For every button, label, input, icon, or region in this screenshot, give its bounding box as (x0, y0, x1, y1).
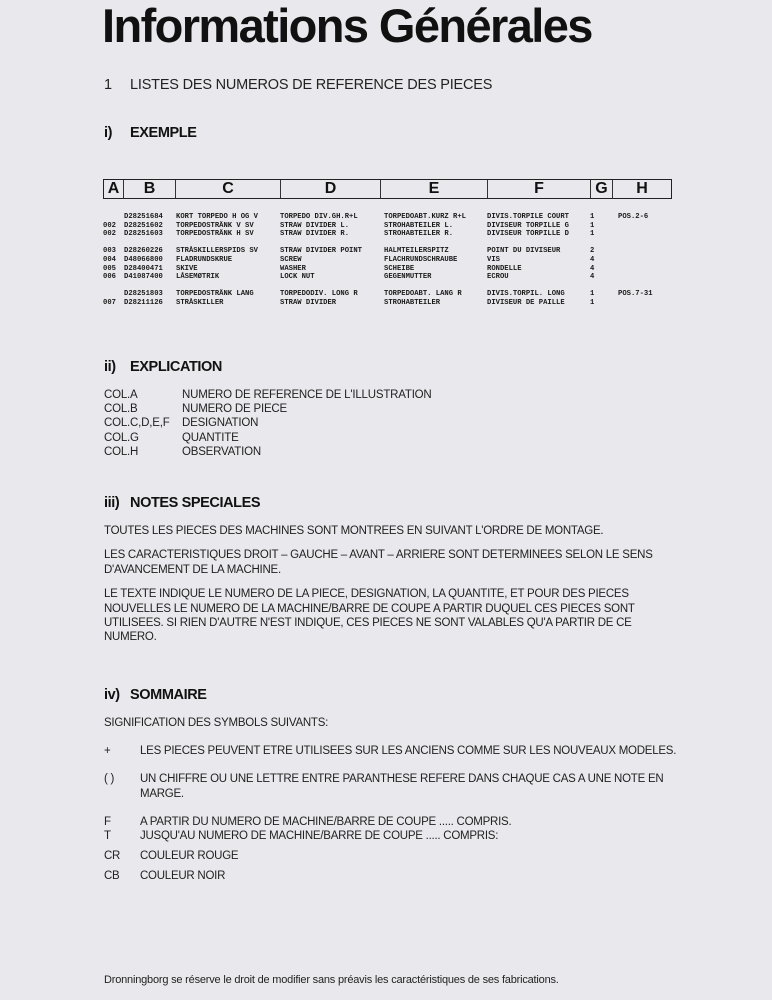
explication-value: QUANTITE (182, 431, 239, 444)
cell-observation: POS.2-6 (618, 213, 649, 221)
symbol-key: + (104, 745, 111, 758)
symbol-row (104, 869, 684, 883)
table-row (103, 247, 672, 256)
symbol-row (104, 772, 684, 800)
cell-part-number: D28260226 (124, 247, 163, 256)
column-header-g: G (591, 180, 613, 198)
explication-heading-label: EXPLICATION (130, 359, 223, 375)
explication-list (104, 388, 432, 459)
cell-designation-da: TORPEDOSTRÄNK LANG (176, 290, 254, 299)
symbol-row (104, 815, 684, 829)
sommaire-intro: SIGNIFICATION DES SYMBOLS SUIVANTS: (104, 717, 329, 729)
cell-quantity: 1 (590, 290, 595, 299)
notes-paragraph: LE TEXTE INDIQUE LE NUMERO DE LA PIECE, DESIGNATION, LA QUANTITE, ET POUR DES PIECES NOUVELLES LE NUMERO DE LA MACHINE/BARRE DE COUPE A PARTIR DUQUEL CES PIECES SONT UTILISEES. SI RIEN D'AUTRE N'EST INDIQUE, CES PIECES NE SONT VALABLES QU'A PARTIR DE CE NUMERO. (104, 588, 635, 644)
explication-key: COL.A (104, 389, 138, 401)
cell-observation (618, 265, 672, 274)
cell-designation-en: STRAW DIVIDER POINT (280, 247, 362, 256)
cell-observation (618, 230, 672, 239)
example-row-group (103, 213, 672, 239)
cell-designation-de: STROHABTEILER L. (384, 221, 454, 230)
explication-heading (104, 359, 222, 375)
cell-designation-en: LOCK NUT (280, 273, 315, 282)
cell-designation-fr: ECROU (487, 273, 509, 282)
cell-observation (618, 299, 672, 308)
symbol-key: ( ) (104, 773, 115, 786)
example-heading-label: EXEMPLE (130, 125, 197, 141)
column-header-c: C (176, 180, 281, 198)
cell-designation-de: STROHABTEILER (384, 298, 441, 307)
footer-disclaimer: Dronningborg se réserve le droit de modifier sans préavis les caractéristiques de ses fabrications. (104, 974, 559, 986)
sommaire-heading-label: SOMMAIRE (130, 687, 207, 703)
cell-designation-en: STRAW DIVIDER R. (280, 230, 350, 239)
example-heading (104, 125, 197, 141)
table-row (103, 299, 672, 308)
symbol-meaning: COULEUR ROUGE (140, 850, 239, 863)
notes-heading (104, 495, 260, 511)
explication-row (104, 445, 432, 459)
cell-quantity: 1 (590, 230, 595, 239)
cell-designation-en: STRAW DIVIDER (280, 298, 337, 307)
cell-designation-da: FLADRUNDSKRUE (176, 255, 233, 264)
cell-observation (618, 256, 672, 265)
cell-designation-fr: DIVISEUR TORPILLE G (487, 221, 569, 230)
cell-ref-number: 003 (103, 247, 116, 256)
cell-quantity: 4 (590, 273, 595, 282)
cell-part-number: D28251603 (124, 230, 163, 239)
cell-ref-number: 002 (103, 230, 116, 239)
explication-row (104, 388, 432, 402)
explication-value: NUMERO DE PIECE (182, 403, 287, 416)
table-row (103, 222, 672, 231)
notes-paragraph: TOUTES LES PIECES DES MACHINES SONT MONTREES EN SUIVANT L'ORDRE DE MONTAGE. (104, 525, 604, 537)
cell-designation-da: TORPEDOSTRÄNK H SV (176, 230, 254, 239)
cell-observation: POS.7-31 (618, 290, 653, 299)
cell-designation-de: SCHEIBE (384, 264, 415, 273)
cell-quantity: 1 (590, 213, 595, 221)
cell-designation-fr: DIVIS.TORPIL. LONG (487, 290, 565, 299)
column-header-h: H (636, 180, 648, 197)
cell-part-number: D28211126 (124, 298, 163, 307)
example-table-body (103, 213, 672, 316)
cell-designation-fr: DIVIS.TORPILE COURT (487, 213, 569, 221)
explication-row (104, 402, 432, 416)
cell-quantity: 1 (590, 298, 595, 307)
notes-heading-label: NOTES SPECIALES (130, 495, 261, 511)
sommaire-heading (104, 687, 207, 703)
table-row (103, 213, 672, 222)
cell-ref-number: 004 (103, 255, 116, 264)
column-header-b: B (124, 180, 176, 198)
cell-quantity: 4 (590, 255, 595, 264)
cell-quantity: 2 (590, 247, 595, 256)
column-header-d: D (281, 180, 381, 198)
cell-designation-de: STROHABTEILER R. (384, 230, 454, 239)
cell-designation-fr: RONDELLE (487, 264, 522, 273)
symbol-meaning: UN CHIFFRE OU UNE LETTRE ENTRE PARANTHESE REFERE DANS CHAQUE CAS A UNE NOTE EN MARGE. (140, 773, 664, 800)
cell-designation-de: FLACHRUNDSCHRAUBE (384, 255, 458, 264)
example-table-header (103, 179, 672, 199)
cell-part-number: D48066800 (124, 255, 163, 264)
symbol-row (104, 849, 684, 863)
cell-observation (618, 273, 672, 282)
sommaire-heading-number: iv) (104, 687, 120, 703)
explication-heading-number: ii) (104, 359, 116, 375)
cell-designation-en: SCREW (280, 255, 302, 264)
cell-quantity: 1 (590, 221, 595, 230)
notes-body (104, 524, 684, 655)
cell-quantity: 4 (590, 264, 595, 273)
cell-designation-fr: POINT DU DIVISEUR (487, 247, 561, 256)
cell-part-number: D28251684 (124, 213, 163, 221)
cell-designation-fr: VIS (487, 255, 500, 264)
symbol-meaning: LES PIECES PEUVENT ETRE UTILISEES SUR LES ANCIENS COMME SUR LES NOUVEAUX MODELES. (140, 745, 677, 758)
cell-designation-da: STRÅSKILLER (176, 298, 224, 307)
cell-designation-de: TORPEDOABT.KURZ R+L (384, 213, 466, 221)
explication-key: COL.G (104, 431, 139, 444)
explication-key: COL.C,D,E,F (104, 417, 170, 430)
notes-heading-number: iii) (104, 495, 120, 511)
symbol-row (104, 829, 684, 843)
cell-designation-da: LÅSEMØTRIK (176, 273, 220, 282)
cell-ref-number: 005 (103, 264, 116, 273)
explication-key: COL.H (104, 445, 139, 458)
table-row (103, 256, 672, 265)
table-row (103, 273, 672, 282)
cell-designation-da: KORT TORPEDO H OG V (176, 213, 258, 221)
explication-row (104, 416, 432, 430)
cell-observation (618, 222, 672, 231)
cell-observation (618, 247, 672, 256)
column-header-a: A (104, 180, 124, 198)
cell-designation-de: GEGENMUTTER (384, 273, 432, 282)
sommaire-body (104, 716, 684, 884)
page-title: Informations Générales (102, 0, 592, 52)
example-heading-number: i) (104, 125, 113, 141)
example-row-group (103, 247, 672, 281)
symbol-key: T (104, 830, 111, 843)
cell-designation-da: TORPEDOSTRÄNK V SV (176, 221, 254, 230)
explication-key: COL.B (104, 403, 138, 416)
explication-row (104, 431, 432, 445)
cell-designation-da: SKIVE (176, 264, 198, 273)
symbol-key: CB (104, 870, 120, 883)
cell-designation-fr: DIVISEUR TORPILLE D (487, 230, 569, 239)
table-row (103, 290, 672, 299)
symbol-row (104, 744, 684, 758)
cell-part-number: D28251602 (124, 221, 163, 230)
notes-paragraph: LES CARACTERISTIQUES DROIT – GAUCHE – AVANT – ARRIERE SONT DETERMINEES SELON LE SENS D'AVANCEMENT DE LA MACHINE. (104, 549, 653, 576)
cell-designation-en: TORPEDODIV. LONG R (280, 290, 358, 299)
explication-value: NUMERO DE REFERENCE DE L'ILLUSTRATION (182, 389, 432, 401)
cell-designation-en: STRAW DIVIDER L. (280, 221, 350, 230)
cell-ref-number: 002 (103, 221, 116, 230)
cell-designation-de: TORPEDOABT. LANG R (384, 290, 462, 299)
explication-value: OBSERVATION (182, 445, 261, 458)
symbol-meaning: JUSQU'AU NUMERO DE MACHINE/BARRE DE COUPE ..... COMPRIS: (140, 830, 499, 843)
cell-designation-en: WASHER (280, 264, 306, 273)
cell-part-number: D28251803 (124, 290, 163, 299)
section-1-heading (104, 77, 492, 93)
symbol-meaning: COULEUR NOIR (140, 870, 226, 883)
cell-ref-number (103, 290, 124, 299)
cell-part-number: D41087400 (124, 273, 163, 282)
symbol-meaning: A PARTIR DU NUMERO DE MACHINE/BARRE DE COUPE ..... COMPRIS. (140, 815, 512, 828)
section-label: LISTES DES NUMEROS DE REFERENCE DES PIECES (130, 77, 493, 93)
column-header-e: E (381, 180, 488, 198)
cell-ref-number: 006 (103, 273, 116, 282)
column-header-f: F (488, 180, 591, 198)
cell-part-number: D28400471 (124, 264, 163, 273)
section-number: 1 (104, 77, 112, 93)
symbol-key: F (104, 815, 111, 828)
cell-designation-da: STRÅSKILLERSPIDS SV (176, 247, 258, 256)
cell-ref-number: 007 (103, 298, 116, 307)
cell-designation-en: TORPEDO DIV.GH.R+L (280, 213, 358, 221)
symbol-key: CR (104, 850, 121, 863)
cell-ref-number (103, 213, 124, 222)
example-row-group (103, 290, 672, 307)
cell-designation-de: HALMTEILERSPITZ (384, 247, 449, 256)
explication-value: DESIGNATION (182, 417, 259, 430)
cell-designation-fr: DIVISEUR DE PAILLE (487, 298, 565, 307)
table-row (103, 230, 672, 239)
table-row (103, 265, 672, 274)
